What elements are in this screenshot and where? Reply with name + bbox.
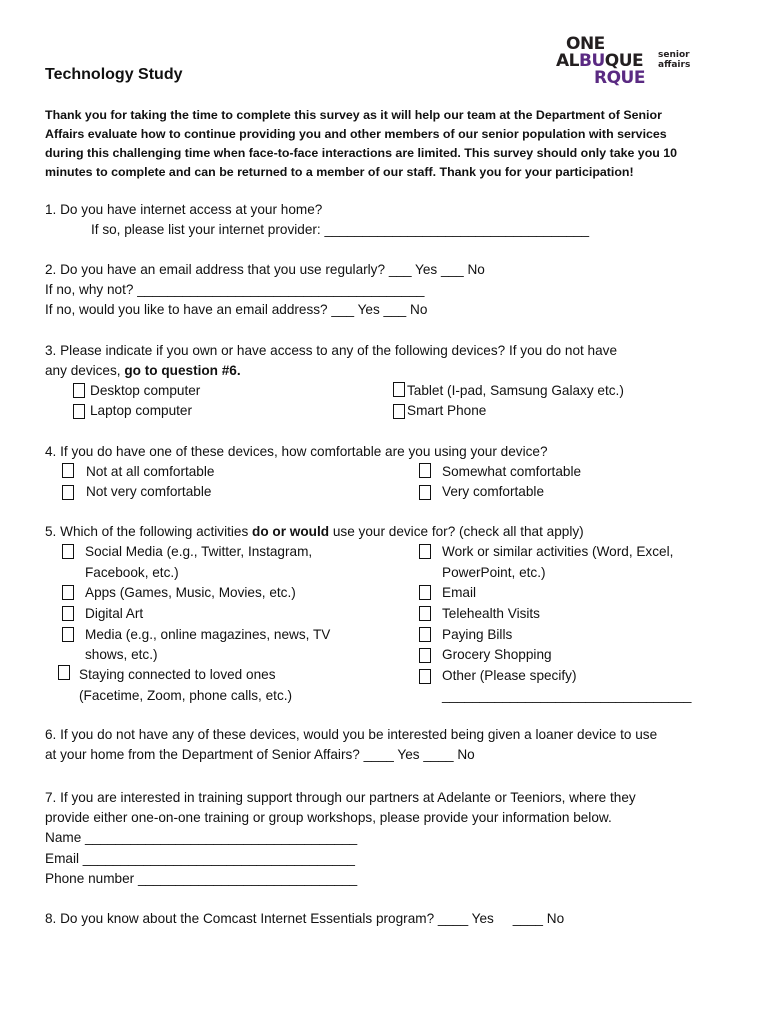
question-7: 7. If you are interested in training support through our partners at Adelante or Teeniors, where they [45, 790, 636, 805]
checkbox-laptop[interactable] [73, 404, 85, 419]
option-apps: Apps (Games, Music, Movies, etc.) [85, 585, 296, 600]
logo-line1: ONE [566, 34, 605, 54]
checkbox-apps[interactable] [62, 585, 74, 600]
checkbox-work[interactable] [419, 544, 431, 559]
option-staying-connected-cont: (Facetime, Zoom, phone calls, etc.) [79, 688, 293, 703]
name-field[interactable]: Name ____________________________________ [45, 830, 358, 845]
checkbox-not-very[interactable] [62, 485, 74, 500]
checkbox-digital-art[interactable] [62, 606, 74, 621]
question-4: 4. If you do have one of these devices, how comfortable are you using your device? [45, 444, 548, 459]
checkbox-somewhat[interactable] [419, 463, 431, 478]
checkbox-telehealth[interactable] [419, 606, 431, 621]
question-2-why-field[interactable]: If no, why not? ______________________________________ [45, 282, 425, 297]
option-telehealth: Telehealth Visits [442, 606, 540, 621]
logo-line3: RQUE [594, 68, 645, 88]
logo-tagline: senior affairs [658, 50, 691, 70]
question-2[interactable]: 2. Do you have an email address that you use regularly? ___ Yes ___ No [45, 262, 485, 277]
option-paying-bills: Paying Bills [442, 627, 513, 642]
option-smartphone: Smart Phone [407, 403, 487, 418]
checkbox-social-media[interactable] [62, 544, 74, 559]
option-other-specify-field[interactable]: _________________________________ [442, 688, 692, 703]
checkbox-other[interactable] [419, 669, 431, 684]
checkbox-desktop[interactable] [73, 383, 85, 398]
question-7-line2: provide either one-on-one training or group workshops, please provide your information below. [45, 810, 612, 825]
checkbox-media[interactable] [62, 627, 74, 642]
page-title: Technology Study [45, 66, 183, 83]
intro-line-4: minutes to complete and can be returned to a member of our staff. Thank you for your participation! [45, 165, 634, 179]
question-6-line2[interactable]: at your home from the Department of Senior Affairs? ____ Yes ____ No [45, 747, 475, 762]
option-laptop: Laptop computer [90, 403, 193, 418]
intro-line-2: Affairs evaluate how to continue providing you and other members of our senior population with services [45, 127, 667, 141]
organization-logo [554, 36, 724, 88]
option-desktop: Desktop computer [90, 383, 201, 398]
checkbox-staying-connected[interactable] [58, 665, 70, 680]
question-8[interactable]: 8. Do you know about the Comcast Internet Essentials program? ____ Yes ____ No [45, 911, 565, 926]
checkbox-not-at-all[interactable] [62, 463, 74, 478]
checkbox-paying-bills[interactable] [419, 627, 431, 642]
checkbox-grocery[interactable] [419, 648, 431, 663]
option-grocery: Grocery Shopping [442, 647, 552, 662]
option-media: Media (e.g., online magazines, news, TV [85, 627, 331, 642]
option-not-at-all: Not at all comfortable [86, 464, 215, 479]
option-social-media-cont: Facebook, etc.) [85, 565, 179, 580]
phone-field[interactable]: Phone number _____________________________ [45, 871, 358, 886]
checkbox-smartphone[interactable] [393, 404, 405, 419]
checkbox-email[interactable] [419, 585, 431, 600]
option-digital-art: Digital Art [85, 606, 144, 621]
intro-line-3: during this challenging time when face-to-face interactions are limited. This survey should only take you 10 [45, 146, 678, 160]
question-1: 1. Do you have internet access at your home? [45, 202, 323, 217]
option-social-media: Social Media (e.g., Twitter, Instagram, [85, 544, 313, 559]
option-work-cont: PowerPoint, etc.) [442, 565, 546, 580]
option-somewhat: Somewhat comfortable [442, 464, 582, 479]
checkbox-very[interactable] [419, 485, 431, 500]
option-tablet: Tablet (I-pad, Samsung Galaxy etc.) [407, 383, 624, 398]
logo-line2: ALBUQUE [556, 51, 644, 71]
question-3-line2: any devices, go to question #6. [45, 363, 241, 378]
question-2-would-like[interactable]: If no, would you like to have an email address? ___ Yes ___ No [45, 302, 428, 317]
option-work: Work or similar activities (Word, Excel, [442, 544, 674, 559]
email-field[interactable]: Email ____________________________________ [45, 851, 355, 866]
question-3: 3. Please indicate if you own or have access to any of the following devices? If you do not have [45, 343, 618, 358]
question-1-provider-field[interactable]: If so, please list your internet provider: ___________________________________ [91, 222, 590, 237]
checkbox-tablet[interactable] [393, 382, 405, 397]
option-not-very: Not very comfortable [86, 484, 212, 499]
option-very: Very comfortable [442, 484, 544, 499]
option-media-cont: shows, etc.) [85, 647, 158, 662]
option-email: Email [442, 585, 476, 600]
option-staying-connected: Staying connected to loved ones [79, 667, 276, 682]
option-other: Other (Please specify) [442, 668, 577, 683]
question-5: 5. Which of the following activities do or would use your device for? (check all that apply) [45, 524, 584, 539]
question-6: 6. If you do not have any of these devices, would you be interested being given a loaner device to use [45, 727, 658, 742]
intro-line-1: Thank you for taking the time to complete this survey as it will help our team at the Department of Senior [45, 108, 662, 122]
